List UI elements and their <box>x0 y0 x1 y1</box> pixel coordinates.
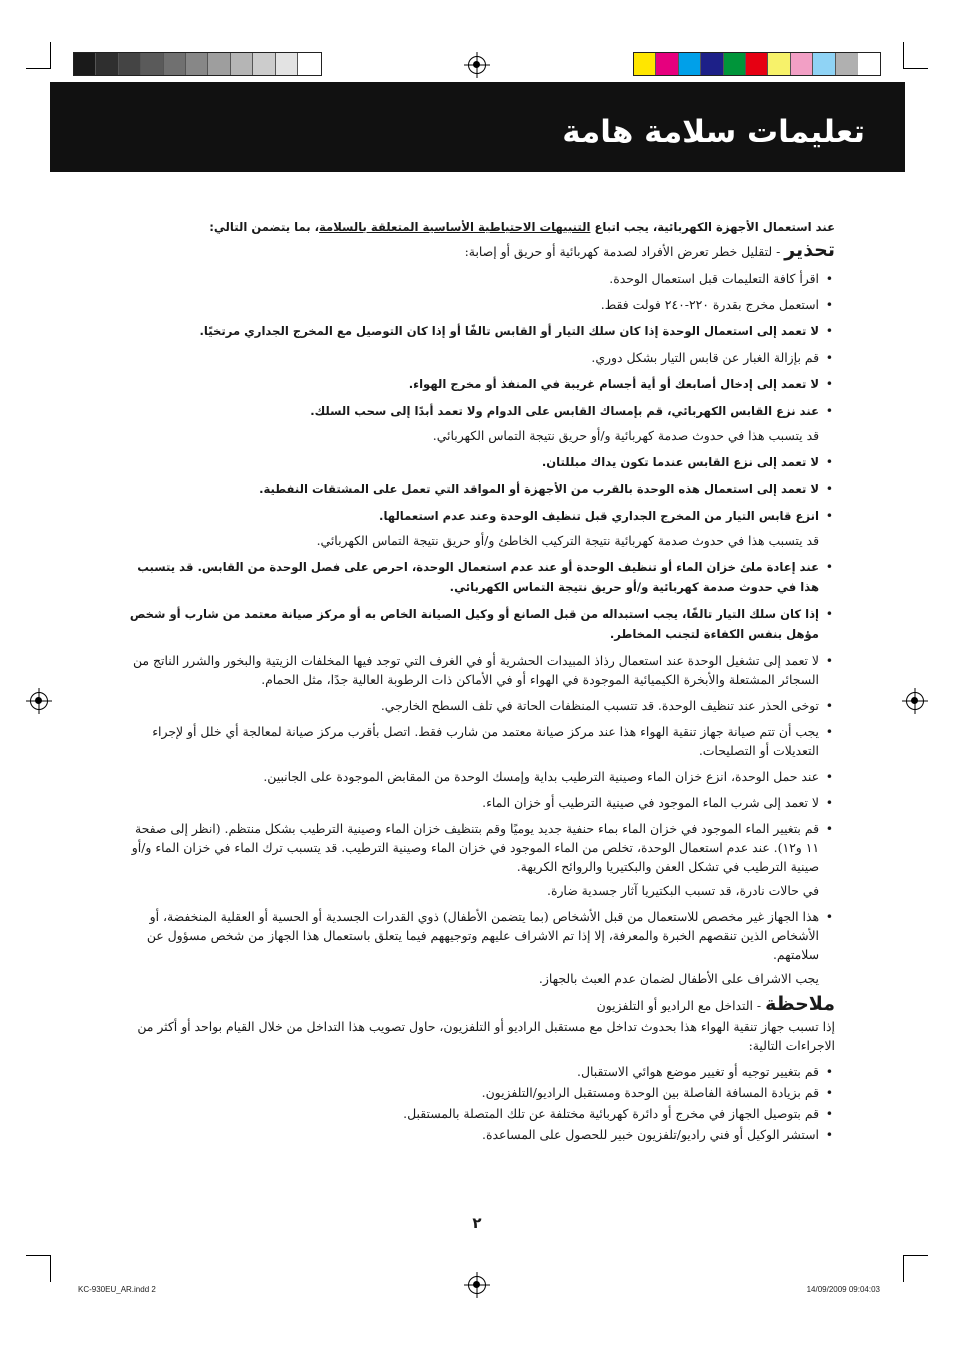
crop-mark <box>903 42 904 68</box>
list-item-subtext: يجب الاشراف على الأطفال لضمان عدم العبث بالجهاز. <box>538 971 819 986</box>
warning-text: - لتقليل خطر تعرض الأفراد لصدمة كهربائية أو حريق أو إصابة: <box>464 244 781 259</box>
registration-mark-icon <box>468 1276 486 1294</box>
note-item-text: قم بتغيير توجيه أو تغيير موضع هوائي الاستقبال. <box>577 1064 819 1079</box>
registration-mark-icon <box>906 692 924 710</box>
registration-mark-icon <box>468 56 486 74</box>
note-list <box>118 1063 835 1143</box>
safety-content <box>118 218 835 1147</box>
list-item-text: لا تعمد إلى إدخال أصابعك أو أية أجسام غريبة في المنفذ أو مخرج الهواء. <box>408 377 819 391</box>
intro-underlined: التنبيهات الاحتياطية الأساسية المتعلقة بالسلامة <box>319 220 591 234</box>
list-item <box>118 907 835 988</box>
color-swatch <box>634 53 656 75</box>
note-list-item <box>118 1126 835 1143</box>
crop-mark <box>26 1255 51 1256</box>
intro-post: ، بما يتضمن التالي: <box>209 220 320 234</box>
page-number: ٢ <box>472 1214 482 1232</box>
color-swatch <box>96 53 118 75</box>
crop-mark <box>903 68 928 69</box>
crop-mark <box>26 68 51 69</box>
intro-pre: عند استعمال الأجهزة الكهربائية، يجب اتباع <box>590 220 835 234</box>
note-heading <box>118 995 835 1015</box>
note-list-item <box>118 1105 835 1122</box>
list-item-text: لا تعمد إلى شرب الماء الموجود في صينية الترطيب أو خزان الماء. <box>482 795 819 810</box>
list-item <box>118 452 835 472</box>
note-text: - التداخل مع الراديو أو التلفزيون <box>596 998 762 1013</box>
color-swatch <box>656 53 678 75</box>
crop-mark <box>903 1255 928 1256</box>
list-item <box>118 401 835 445</box>
list-item-text: لا تعمد إلى استعمال الوحدة إذا كان سلك التيار أو القابس تالفًا أو إذا كان التوصيل مع المخرج الجداري مرتخيًا. <box>199 324 819 338</box>
list-item-subtext: قد يتسبب هذا في حدوث صدمة كهربائية نتيجة التركيب الخاطئ و/أو حريق نتيجة التماس الكهربائي. <box>316 533 819 548</box>
note-item-text: استشر الوكيل أو فني راديو/تلفزيون خبير للحصول على المساعدة. <box>482 1127 819 1142</box>
list-item-text: لا تعمد إلى استعمال هذه الوحدة بالقرب من الأجهزة أو المواقد التي تعمل على المشتقات النفطية. <box>259 482 819 496</box>
color-swatch <box>701 53 723 75</box>
list-item-text: قم بإزالة الغبار عن قابس التيار بشكل دوري. <box>591 350 819 365</box>
list-item-text: انزع قابس التيار من المخرج الجداري قبل تنظيف الوحدة وعند عدم استعمالها. <box>379 509 819 523</box>
title-banner <box>50 82 905 172</box>
list-item <box>118 557 835 597</box>
list-item-text: عند إعادة ملئ خزان الماء أو تنظيف الوحدة أو عند عدم استعمال الوحدة، احرص على فصل الوحدة من القابس. قد يتسبب هذا في حدوث صدمة كهربائية و/أو حريق نتيجة التماس الكهربائي. <box>137 560 819 594</box>
color-swatch <box>141 53 163 75</box>
list-item-text: عند نزع القابس الكهربائي، قم بإمساك القابس على الدوام ولا تعمد أبدًا إلى سحب السلك. <box>310 404 819 418</box>
color-swatch <box>724 53 746 75</box>
note-list-item <box>118 1063 835 1080</box>
color-swatch <box>164 53 186 75</box>
list-item <box>118 374 835 394</box>
list-item <box>118 819 835 900</box>
intro-text <box>118 218 835 237</box>
list-item-text: اقرأ كافة التعليمات قبل استعمال الوحدة. <box>609 271 819 286</box>
list-item <box>118 604 835 644</box>
list-item <box>118 321 835 341</box>
color-swatch <box>298 53 320 75</box>
page-title: تعليمات سلامة هامة <box>562 114 865 150</box>
color-swatch <box>276 53 298 75</box>
list-item <box>118 269 835 288</box>
warning-list <box>118 269 835 988</box>
list-item-text: توخى الحذر عند تنظيف الوحدة. قد تتسبب المنظفات الحاتة في تلف السطح الخارجي. <box>380 698 819 713</box>
list-item-subtext: في حالات نادرة، قد تسبب البكتيريا آثار جسدية ضارة. <box>547 883 819 898</box>
color-swatch <box>253 53 275 75</box>
list-item-text: إذا كان سلك التيار تالفًا، يجب استبداله من قبل الصانع أو وكيل الصيانة الخاص به أو مركز صيانة معتمد من شارب أو شخص مؤهل بنفس الكفاءة لتجنب المخاطر. <box>129 607 819 641</box>
grayscale-calibration-strip <box>73 52 322 76</box>
note-item-text: قم بتوصيل الجهاز في مخرج أو دائرة كهربائية مختلفة عن تلك المتصلة بالمستقبل. <box>403 1106 819 1121</box>
warning-word: تحذير <box>784 239 835 261</box>
list-item-text: يجب أن تتم صيانة جهاز تنقية الهواء هذا عند مركز صيانة معتمد من شارب فقط. اتصل بأقرب مركز صيانة لمعالجة أي خلل أو لإجراء التعديلات أو التصليحات. <box>152 724 819 758</box>
list-item-subtext: قد يتسبب هذا في حدوث صدمة كهربائية و/أو حريق نتيجة التماس الكهربائي. <box>432 428 819 443</box>
list-item <box>118 506 835 550</box>
color-swatch <box>768 53 790 75</box>
note-list-item <box>118 1084 835 1101</box>
warning-heading <box>118 241 835 261</box>
list-item <box>118 722 835 760</box>
note-item-text: قم بزيادة المسافة الفاصلة بين الوحدة ومستقبل الراديو/التلفزيون. <box>481 1085 819 1100</box>
registration-mark-icon <box>30 692 48 710</box>
list-item-text: لا تعمد إلى تشغيل الوحدة عند استعمال رذاذ المبيدات الحشرية أو في الغرف التي توجد فيها المخلفات الزيتية والبخور والشرر الناتج من السجائر المشتعلة والأبخرة الكيميائية الموجودة في الهواء أو في الأماكن ذات الرطوبة العالية جدًا، مثل الحمام. <box>133 653 819 687</box>
list-item <box>118 295 835 314</box>
list-item <box>118 793 835 812</box>
color-swatch <box>119 53 141 75</box>
note-word: ملاحظة <box>765 993 835 1015</box>
color-swatch <box>791 53 813 75</box>
list-item <box>118 479 835 499</box>
crop-mark <box>50 1256 51 1282</box>
color-swatch <box>836 53 858 75</box>
color-calibration-strip <box>633 52 881 76</box>
crop-mark <box>50 42 51 68</box>
color-swatch <box>74 53 96 75</box>
color-swatch <box>746 53 768 75</box>
list-item <box>118 767 835 786</box>
list-item-text: لا تعمد إلى نزع القابس عندما تكون يداك مبللتان. <box>541 455 819 469</box>
color-swatch <box>208 53 230 75</box>
crop-mark <box>903 1256 904 1282</box>
list-item <box>118 651 835 689</box>
list-item <box>118 696 835 715</box>
color-swatch <box>231 53 253 75</box>
color-swatch <box>813 53 835 75</box>
list-item-text: هذا الجهاز غير مخصص للاستعمال من قبل الأشخاص (بما يتضمن الأطفال) ذوي القدرات الجسدية أو الحسية أو العقلية المنخفضة، أو الأشخاص الذين تنقصهم الخبرة والمعرفة، إلا إذا تم الاشراف عليهم وتوجيههم فيما يتعلق باستعمال هذا الجهاز من شخص مسؤول عن سلامتهم. <box>146 909 819 962</box>
color-swatch <box>679 53 701 75</box>
list-item <box>118 348 835 367</box>
footer-timestamp: 14/09/2009 09:04:03 <box>806 1285 880 1294</box>
color-swatch <box>186 53 208 75</box>
note-paragraph: إذا تسبب جهاز تنقية الهواء هذا بحدوث تداخل مع مستقبل الراديو أو التلفزيون، حاول تصويب هذا التداخل من خلال القيام بواحد أو أكثر من الاجراءات التالية: <box>137 1019 835 1053</box>
list-item-text: قم بتغيير الماء الموجود في خزان الماء بماء حنفية جديد يوميًا وقم بتنظيف خزان الماء وصينية الترطيب بشكل منتظم. (انظر إلى صفحة ١١ و١٢). عند عدم استعمال الوحدة، تخلص من الماء الموجود في خزان الماء وصينية الترطيب. قد يتسبب ترك الماء في خزان الماء و/أو صينية الترطيب في تشكل العفن والبكتيريا والروائح الكريهة. <box>131 821 819 874</box>
list-item-text: استعمل مخرج بقدرة ٢٢٠-٢٤٠ فولت فقط. <box>600 297 819 312</box>
list-item-text: عند حمل الوحدة، انزع خزان الماء وصينية الترطيب بداية وإمسك الوحدة من المقابض الموجودة على الجانبين. <box>263 769 819 784</box>
footer-file-name: KC-930EU_AR.indd 2 <box>78 1285 156 1294</box>
